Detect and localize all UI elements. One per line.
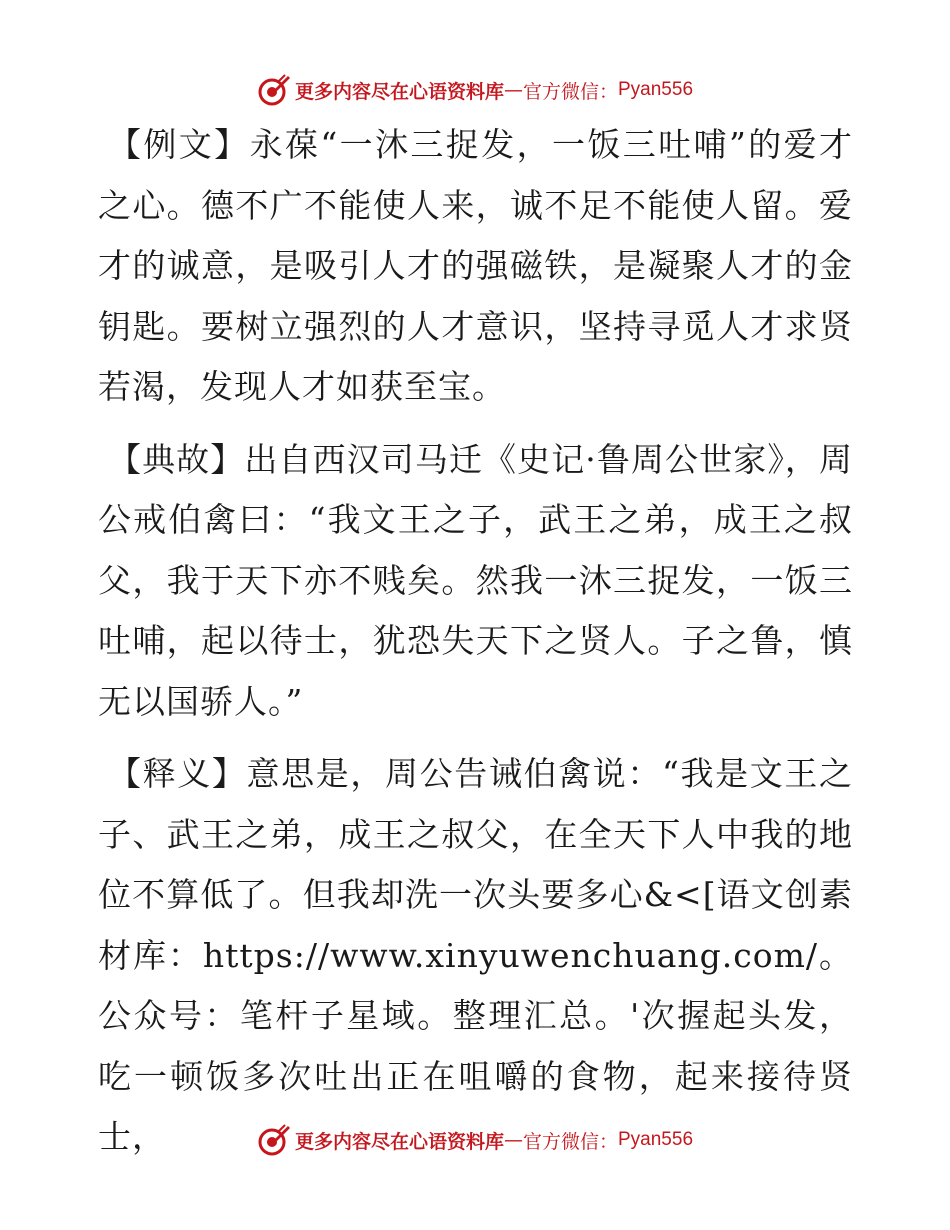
section-tag: 【例文】 <box>108 125 250 164</box>
section-tag: 【释义】 <box>108 754 247 793</box>
header-banner <box>0 70 950 110</box>
banner-wechat-id: Pyan556 <box>618 79 694 100</box>
banner-wechat-label: 官方微信： <box>522 1130 618 1153</box>
document-body <box>98 115 853 1180</box>
banner-wechat-id: Pyan556 <box>618 1129 694 1150</box>
quill-logo-icon <box>257 1123 291 1157</box>
paragraph-allusion <box>98 430 853 733</box>
paragraph-text: 出自西汉司马迁《史记·鲁周公世家》，周公戒伯禽曰：“我文王之子，武王之弟，成王之叔父，我于天下亦不贱矣。然我一沐三捉发，一饭三吐哺，起以待士，犹恐失天下之贤人。子之鲁，慎无以国骄人。” <box>98 439 854 721</box>
banner-text: 更多内容尽在心语资料库 <box>294 80 504 103</box>
paragraph-text: 永葆“一沐三捉发，一饭三吐哺”的爱才之心。德不广不能使人来，诚不足不能使人留。爱才的诚意，是吸引人才的强磁铁，是凝聚人才的金钥匙。要树立强烈的人才意识，坚持寻觅人才求贤若渴，发现人才如获至宝。 <box>98 125 853 406</box>
paragraph-example <box>98 115 853 418</box>
paragraph-text: 意思是，周公告诫伯禽说：“我是文王之子、武王之弟，成王之叔父，在全天下人中我的地位不算低了。但我却洗一次头要多心&<[语文创素材库：https://www.xinyuwenchuang.com/。公众号：笔杆子星域。整理汇总。'次握起头发，吃一顿饭多次吐出正在咀嚼的食物，起来接待贤士， <box>98 754 853 1156</box>
banner-wechat-label: 官方微信： <box>522 80 618 103</box>
banner-dash: — <box>503 1129 523 1151</box>
footer-banner <box>0 1120 950 1160</box>
banner-text: 更多内容尽在心语资料库 <box>294 1130 504 1153</box>
banner-dash: — <box>503 79 523 101</box>
quill-logo-icon <box>257 73 291 107</box>
section-tag: 【典故】 <box>108 439 245 479</box>
paragraph-explanation <box>98 744 853 1168</box>
